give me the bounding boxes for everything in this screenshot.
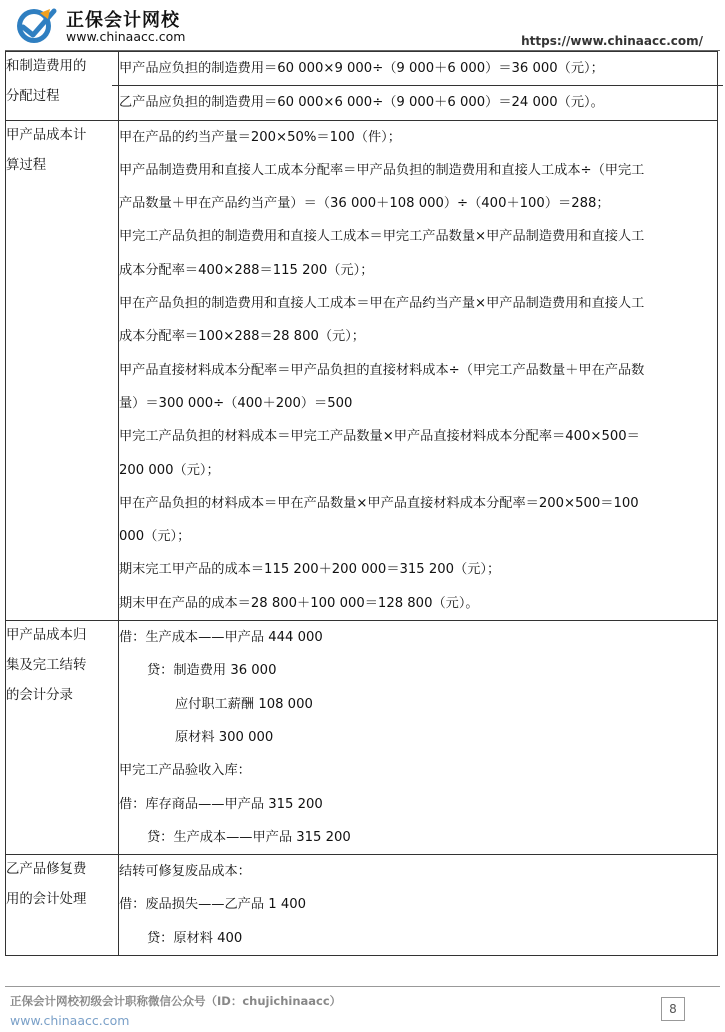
row-label-line: 和制造费用的 <box>6 59 87 74</box>
footer-url-link[interactable]: www.chinaacc.com <box>10 1013 130 1028</box>
journal-entry-line: 借：废品损失——乙产品 1 400 <box>119 897 307 913</box>
content-line: 成本分配率＝400×288＝115 200（元）； <box>119 262 374 278</box>
row-label <box>6 621 119 855</box>
row-content <box>119 52 718 121</box>
content-line: 成本分配率＝100×288＝28 800（元）； <box>119 329 365 345</box>
content-line: 甲在产品负担的材料成本＝甲在产品数量×甲产品直接材料成本分配率＝200×500＝100 <box>119 495 639 511</box>
content-line: 期末甲在产品的成本＝28 800＋100 000＝128 800（元）。 <box>119 595 479 611</box>
content-line: 乙产品应负担的制造费用＝60 000×6 000÷（9 000＋6 000）＝24 000（元）。 <box>112 85 723 119</box>
table-row <box>6 621 718 855</box>
row-content <box>119 621 718 855</box>
row-label-line: 甲产品成本归 <box>6 628 87 644</box>
journal-entry-line: 贷：生产成本——甲产品 315 200 <box>147 829 351 845</box>
content-line: 甲在产品的约当产量＝200×50%＝100（件）； <box>119 129 401 145</box>
content-line: 期末完工甲产品的成本＝115 200＋200 000＝315 200（元）； <box>119 562 501 578</box>
table-row <box>6 52 718 121</box>
site-url-link[interactable]: https://www.chinaacc.com/ <box>521 34 703 48</box>
journal-entry-line: 贷：制造费用 36 000 <box>147 663 277 679</box>
row-label-line: 的会计分录 <box>6 688 73 704</box>
journal-entry-line: 借：库存商品——甲产品 315 200 <box>119 796 323 812</box>
journal-entry-line: 贷：原材料 400 <box>147 930 243 946</box>
journal-entry-line: 借：生产成本——甲产品 444 000 <box>119 630 323 646</box>
page-number: 8 <box>661 997 685 1021</box>
row-label-line: 分配过程 <box>6 89 60 104</box>
journal-entry-line: 应付职工薪酬 108 000 <box>175 696 313 712</box>
footer-text: 正保会计网校初级会计职称微信公众号（ID：chujichinaacc） <box>10 994 342 1008</box>
content-line: 甲产品应负担的制造费用＝60 000×9 000÷（9 000＋6 000）＝36 000（元）； <box>119 61 604 76</box>
row-label-line: 乙产品修复费 <box>6 862 87 878</box>
content-line: 甲产品制造费用和直接人工成本分配率＝甲产品负担的制造费用和直接人工成本÷（甲完工 <box>119 162 645 178</box>
content-line: 甲在产品负担的制造费用和直接人工成本＝甲在产品约当产量×甲产品制造费用和直接人工 <box>119 296 645 312</box>
brand-url: www.chinaacc.com <box>66 29 186 44</box>
content-line: 200 000（元）； <box>119 462 220 478</box>
row-content <box>119 120 718 620</box>
row-label-line: 算过程 <box>6 157 47 173</box>
logo-icon <box>14 5 60 45</box>
brand-name: 正保会计网校 <box>66 10 180 31</box>
content-line: 甲产品直接材料成本分配率＝甲产品负担的直接材料成本÷（甲完工产品数量＋甲在产品数 <box>119 362 645 378</box>
content-line: 产品数量＋甲在产品约当产量）＝（36 000＋108 000）÷（400＋100）＝288； <box>119 196 610 212</box>
content-line: 甲完工产品负担的制造费用和直接人工成本＝甲完工产品数量×甲产品制造费用和直接人工 <box>119 229 645 245</box>
row-content <box>119 855 718 956</box>
row-label-line: 甲产品成本计 <box>6 127 87 143</box>
footer-divider <box>5 986 720 987</box>
content-line: 甲完工产品负担的材料成本＝甲完工产品数量×甲产品直接材料成本分配率＝400×500＝ <box>119 429 640 445</box>
page-header <box>0 0 725 56</box>
row-label <box>6 855 119 956</box>
row-label-line: 用的会计处理 <box>6 892 87 908</box>
solution-table <box>5 51 718 956</box>
row-label <box>6 52 119 121</box>
table-row <box>6 120 718 620</box>
content-line: 量）＝300 000÷（400＋200）＝500 <box>119 395 353 411</box>
journal-entry-line: 原材料 300 000 <box>175 729 274 745</box>
row-label <box>6 120 119 620</box>
journal-entry-line: 结转可修复废品成本： <box>119 864 251 880</box>
table-row <box>6 855 718 956</box>
content-line: 000（元）； <box>119 529 191 545</box>
row-label-line: 集及完工结转 <box>6 658 87 674</box>
journal-entry-line: 甲完工产品验收入库： <box>119 763 251 779</box>
